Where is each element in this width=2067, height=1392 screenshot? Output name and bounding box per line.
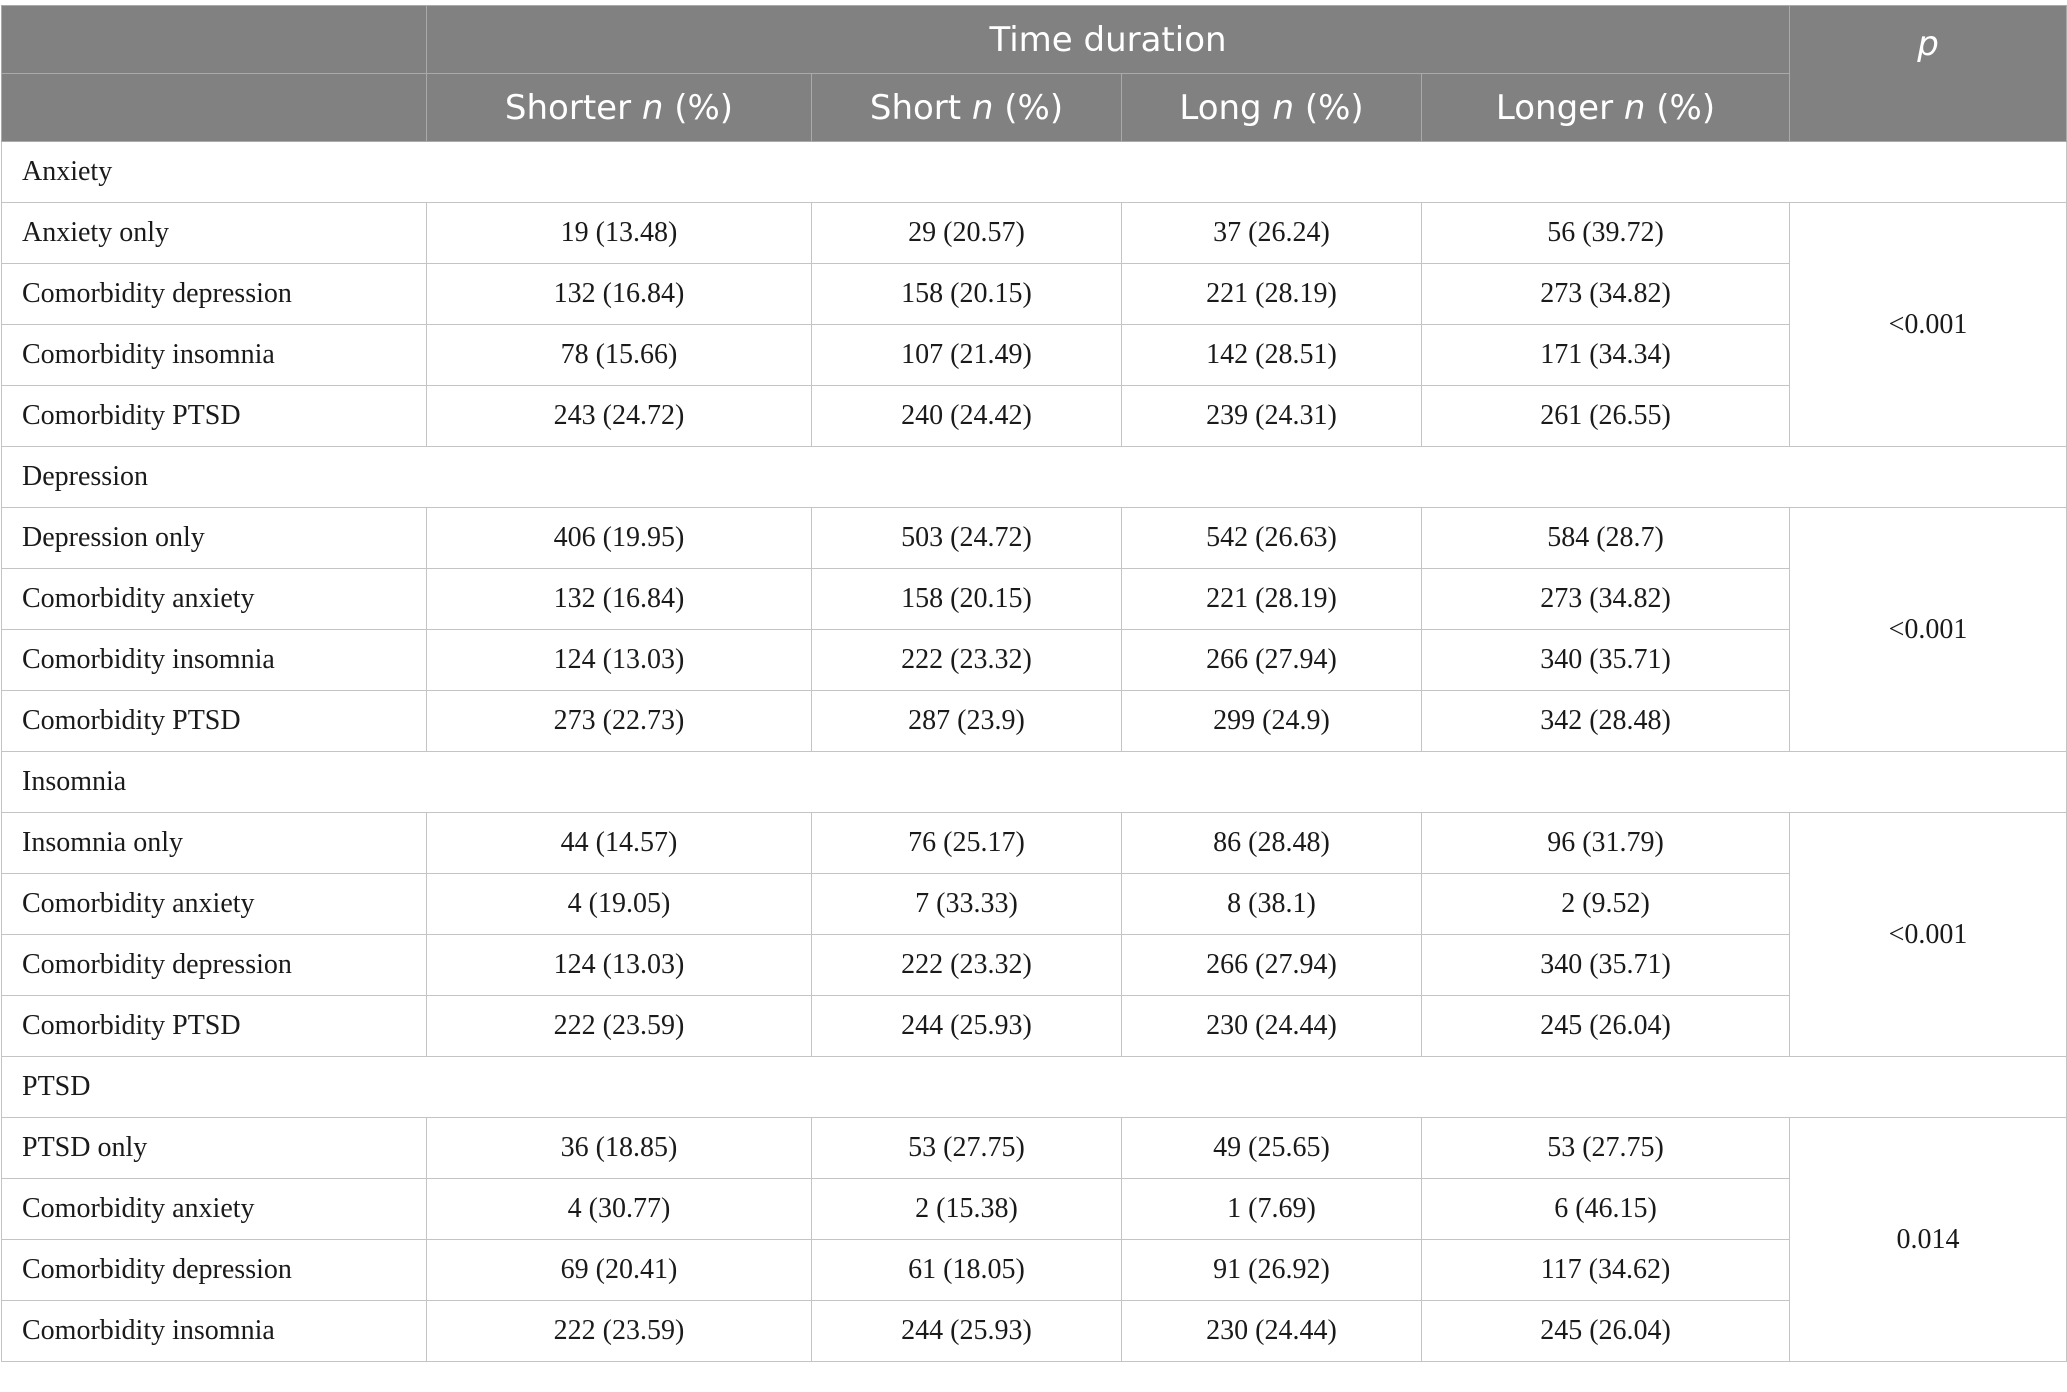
header-blank-cell bbox=[2, 6, 427, 74]
row-label: Comorbidity depression bbox=[2, 935, 427, 996]
value-cell: 86 (28.48) bbox=[1122, 813, 1422, 874]
table-row bbox=[2, 1118, 2067, 1179]
value-cell: 261 (26.55) bbox=[1422, 386, 1790, 447]
value-cell: 406 (19.95) bbox=[427, 508, 812, 569]
value-cell: 142 (28.51) bbox=[1122, 325, 1422, 386]
value-cell: 158 (20.15) bbox=[812, 569, 1122, 630]
section-title: PTSD bbox=[2, 1057, 2067, 1118]
row-label: PTSD only bbox=[2, 1118, 427, 1179]
value-cell: 221 (28.19) bbox=[1122, 569, 1422, 630]
table-body bbox=[2, 142, 2067, 1362]
value-cell: 4 (19.05) bbox=[427, 874, 812, 935]
value-cell: 245 (26.04) bbox=[1422, 996, 1790, 1057]
table-row bbox=[2, 813, 2067, 874]
value-cell: 273 (34.82) bbox=[1422, 569, 1790, 630]
value-cell: 244 (25.93) bbox=[812, 996, 1122, 1057]
value-cell: 107 (21.49) bbox=[812, 325, 1122, 386]
value-cell: 29 (20.57) bbox=[812, 203, 1122, 264]
p-label: p bbox=[1917, 24, 1939, 64]
value-cell: 7 (33.33) bbox=[812, 874, 1122, 935]
value-cell: 4 (30.77) bbox=[427, 1179, 812, 1240]
section-row-depression bbox=[2, 447, 2067, 508]
value-cell: 124 (13.03) bbox=[427, 935, 812, 996]
value-cell: 340 (35.71) bbox=[1422, 630, 1790, 691]
value-cell: 2 (15.38) bbox=[812, 1179, 1122, 1240]
table-row bbox=[2, 691, 2067, 752]
p-value-cell: <0.001 bbox=[1790, 508, 2067, 752]
value-cell: 503 (24.72) bbox=[812, 508, 1122, 569]
section-row-anxiety bbox=[2, 142, 2067, 203]
row-label: Comorbidity PTSD bbox=[2, 386, 427, 447]
value-cell: 342 (28.48) bbox=[1422, 691, 1790, 752]
column-header-shorter: Shorter n (%) bbox=[427, 74, 812, 142]
section-title: Insomnia bbox=[2, 752, 2067, 813]
value-cell: 132 (16.84) bbox=[427, 569, 812, 630]
section-row-ptsd bbox=[2, 1057, 2067, 1118]
column-header-longer: Longer n (%) bbox=[1422, 74, 1790, 142]
value-cell: 132 (16.84) bbox=[427, 264, 812, 325]
value-cell: 222 (23.32) bbox=[812, 630, 1122, 691]
value-cell: 8 (38.1) bbox=[1122, 874, 1422, 935]
value-cell: 340 (35.71) bbox=[1422, 935, 1790, 996]
p-value-header bbox=[1790, 6, 2067, 142]
p-value-cell: <0.001 bbox=[1790, 813, 2067, 1057]
table-row bbox=[2, 1240, 2067, 1301]
section-row-insomnia bbox=[2, 752, 2067, 813]
row-label: Anxiety only bbox=[2, 203, 427, 264]
value-cell: 243 (24.72) bbox=[427, 386, 812, 447]
table-row bbox=[2, 1179, 2067, 1240]
value-cell: 1 (7.69) bbox=[1122, 1179, 1422, 1240]
value-cell: 6 (46.15) bbox=[1422, 1179, 1790, 1240]
time-duration-header: Time duration bbox=[427, 6, 1790, 74]
table-row bbox=[2, 508, 2067, 569]
table-row bbox=[2, 874, 2067, 935]
value-cell: 542 (26.63) bbox=[1122, 508, 1422, 569]
value-cell: 76 (25.17) bbox=[812, 813, 1122, 874]
value-cell: 222 (23.32) bbox=[812, 935, 1122, 996]
row-label: Comorbidity insomnia bbox=[2, 630, 427, 691]
value-cell: 266 (27.94) bbox=[1122, 630, 1422, 691]
table-row bbox=[2, 1301, 2067, 1362]
value-cell: 273 (22.73) bbox=[427, 691, 812, 752]
value-cell: 36 (18.85) bbox=[427, 1118, 812, 1179]
table-row bbox=[2, 203, 2067, 264]
row-label: Comorbidity anxiety bbox=[2, 1179, 427, 1240]
row-label: Comorbidity anxiety bbox=[2, 874, 427, 935]
value-cell: 244 (25.93) bbox=[812, 1301, 1122, 1362]
value-cell: 266 (27.94) bbox=[1122, 935, 1422, 996]
table-row bbox=[2, 996, 2067, 1057]
value-cell: 37 (26.24) bbox=[1122, 203, 1422, 264]
value-cell: 124 (13.03) bbox=[427, 630, 812, 691]
value-cell: 44 (14.57) bbox=[427, 813, 812, 874]
value-cell: 240 (24.42) bbox=[812, 386, 1122, 447]
value-cell: 221 (28.19) bbox=[1122, 264, 1422, 325]
value-cell: 584 (28.7) bbox=[1422, 508, 1790, 569]
value-cell: 96 (31.79) bbox=[1422, 813, 1790, 874]
row-label: Insomnia only bbox=[2, 813, 427, 874]
table-row bbox=[2, 264, 2067, 325]
value-cell: 91 (26.92) bbox=[1122, 1240, 1422, 1301]
row-label: Comorbidity PTSD bbox=[2, 691, 427, 752]
table-row bbox=[2, 386, 2067, 447]
value-cell: 222 (23.59) bbox=[427, 996, 812, 1057]
value-cell: 158 (20.15) bbox=[812, 264, 1122, 325]
value-cell: 69 (20.41) bbox=[427, 1240, 812, 1301]
value-cell: 245 (26.04) bbox=[1422, 1301, 1790, 1362]
table-row bbox=[2, 630, 2067, 691]
column-header-long: Long n (%) bbox=[1122, 74, 1422, 142]
value-cell: 56 (39.72) bbox=[1422, 203, 1790, 264]
column-header-short: Short n (%) bbox=[812, 74, 1122, 142]
row-label: Comorbidity insomnia bbox=[2, 1301, 427, 1362]
value-cell: 19 (13.48) bbox=[427, 203, 812, 264]
value-cell: 49 (25.65) bbox=[1122, 1118, 1422, 1179]
row-label: Depression only bbox=[2, 508, 427, 569]
value-cell: 117 (34.62) bbox=[1422, 1240, 1790, 1301]
section-title: Depression bbox=[2, 447, 2067, 508]
value-cell: 78 (15.66) bbox=[427, 325, 812, 386]
row-label: Comorbidity depression bbox=[2, 264, 427, 325]
value-cell: 222 (23.59) bbox=[427, 1301, 812, 1362]
row-label: Comorbidity PTSD bbox=[2, 996, 427, 1057]
p-value-cell: <0.001 bbox=[1790, 203, 2067, 447]
row-label: Comorbidity insomnia bbox=[2, 325, 427, 386]
section-title: Anxiety bbox=[2, 142, 2067, 203]
table-row bbox=[2, 569, 2067, 630]
data-table bbox=[1, 5, 2067, 1362]
value-cell: 273 (34.82) bbox=[1422, 264, 1790, 325]
value-cell: 53 (27.75) bbox=[812, 1118, 1122, 1179]
row-label: Comorbidity anxiety bbox=[2, 569, 427, 630]
value-cell: 239 (24.31) bbox=[1122, 386, 1422, 447]
header-row-columns bbox=[2, 74, 2067, 142]
value-cell: 171 (34.34) bbox=[1422, 325, 1790, 386]
value-cell: 287 (23.9) bbox=[812, 691, 1122, 752]
table-header bbox=[2, 6, 2067, 142]
value-cell: 61 (18.05) bbox=[812, 1240, 1122, 1301]
table-row bbox=[2, 935, 2067, 996]
value-cell: 230 (24.44) bbox=[1122, 1301, 1422, 1362]
value-cell: 53 (27.75) bbox=[1422, 1118, 1790, 1179]
value-cell: 230 (24.44) bbox=[1122, 996, 1422, 1057]
row-label: Comorbidity depression bbox=[2, 1240, 427, 1301]
p-value-cell: 0.014 bbox=[1790, 1118, 2067, 1362]
header-blank-cell bbox=[2, 74, 427, 142]
value-cell: 2 (9.52) bbox=[1422, 874, 1790, 935]
table-row bbox=[2, 325, 2067, 386]
value-cell: 299 (24.9) bbox=[1122, 691, 1422, 752]
header-row-group bbox=[2, 6, 2067, 74]
